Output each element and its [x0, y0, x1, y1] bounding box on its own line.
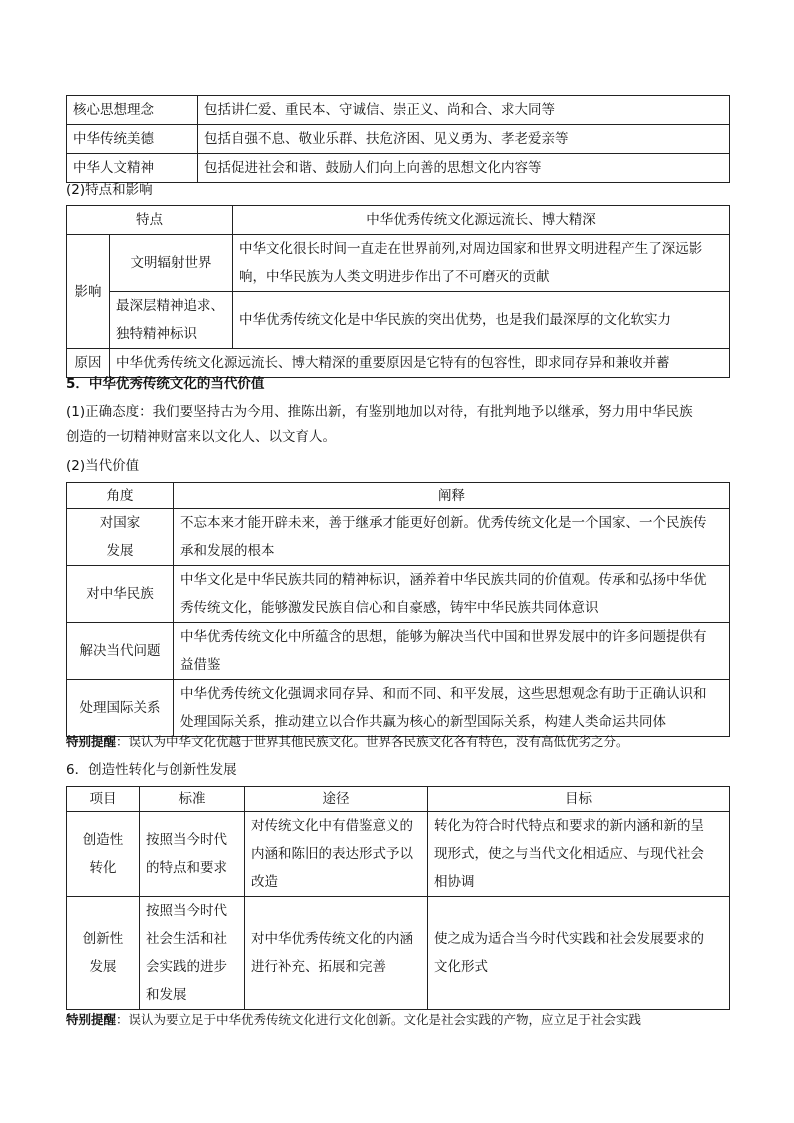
head-goal: 目标: [428, 787, 730, 812]
contemporary-value-table: [66, 482, 730, 737]
feature-label: 特点: [67, 206, 233, 235]
text-line: 秀传统文化，能够激发民族自信心和自豪感，铸牢中华民族共同体意识: [180, 600, 599, 616]
angle-text: [174, 623, 730, 680]
impact1-text: [233, 235, 730, 292]
note-line: [66, 1010, 641, 1030]
core-content-table: [66, 95, 730, 183]
text-line: 对国家: [99, 515, 141, 531]
text-line: 现形式，使之与当代文化相适应、与现代社会: [434, 846, 704, 862]
row-text: 包括促进社会和谐、鼓励人们向上向善的思想文化内容等: [198, 154, 730, 183]
text-line: 对中华优秀传统文化的内涵: [251, 931, 413, 947]
row-label: 中华人文精神: [67, 154, 198, 183]
text-line: 不忘本来才能开辟未来，善于继承才能更好创新。优秀传统文化是一个国家、一个民族传: [180, 515, 707, 531]
note-label: 特别提醒: [66, 734, 117, 749]
head-angle: 角度: [67, 483, 174, 509]
text-line: 独特精神标识: [116, 326, 197, 342]
section-heading: 6．创造性转化与创新性发展: [66, 762, 237, 778]
transformation-table: [66, 786, 730, 1010]
section-title: 5．中华优秀传统文化的当代价值: [66, 376, 265, 392]
text-line: 对传统文化中有借鉴意义的: [251, 818, 413, 834]
text-line: 创造性: [82, 832, 124, 848]
text-line: 创新性: [82, 931, 124, 947]
text-line: 中华优秀传统文化强调求同存异、和而不同、和平发展，这些思想观念有助于正确认识和: [180, 686, 707, 702]
angle-text: [174, 680, 730, 737]
goal-text: [428, 897, 730, 1010]
reason-text: 中华优秀传统文化源远流长、博大精深的重要原因是它特有的包容性，即求同存异和兼收并蓄: [110, 349, 730, 378]
text-line: 使之成为适合当今时代实践和社会发展要求的: [434, 931, 704, 947]
text-line: 转化为符合时代特点和要求的新内涵和新的呈: [434, 818, 704, 834]
impact-label: 影响: [67, 235, 110, 349]
angle-label: [67, 509, 174, 566]
item-label: [67, 812, 140, 897]
reason-label: 原因: [67, 349, 110, 378]
text-line: 文化形式: [434, 959, 488, 975]
section-heading: (2)特点和影响: [66, 182, 153, 198]
angle-label: 对中华民族: [67, 566, 174, 623]
text-line: 承和发展的根本: [180, 543, 275, 559]
table-row: [67, 680, 730, 737]
text-line: 和发展: [146, 987, 187, 1003]
table-row: [67, 125, 730, 154]
table-row: [67, 509, 730, 566]
features-impact-table: [66, 205, 730, 378]
text-line: 中华优秀传统文化中所蕴含的思想，能够为解决当代中国和世界发展中的许多问题提供有: [180, 629, 707, 645]
text-line: 中华文化很长时间一直走在世界前列,对周边国家和世界文明进程产生了深远影: [239, 241, 703, 257]
text-line: 处理国际关系，推动建立以合作共赢为核心的新型国际关系，构建人类命运共同体: [180, 714, 666, 730]
impact2-text: 中华优秀传统文化是中华民族的突出优势，也是我们最深厚的文化软实力: [233, 292, 730, 349]
table-row: [67, 812, 730, 897]
head-item: 项目: [67, 787, 140, 812]
text-line: 进行补充、拓展和完善: [251, 959, 386, 975]
table-row: [67, 787, 730, 812]
goal-text: [428, 812, 730, 897]
table-row: [67, 623, 730, 680]
angle-label: 解决当代问题: [67, 623, 174, 680]
text-line: 按照当今时代: [146, 903, 227, 919]
paragraph-line: 创造的一切精神财富来以文化人、以文育人。: [66, 429, 336, 445]
text-line: 响，中华民族为人类文明进步作出了不可磨灭的贡献: [239, 269, 550, 285]
path-text: [245, 812, 428, 897]
item-label: [67, 897, 140, 1010]
row-label: 核心思想理念: [67, 96, 198, 125]
note-text: ：误认为中华文化优越于世界其他民族文化。世界各民族文化各有特色，没有高低优劣之分。: [116, 734, 629, 749]
text-line: 改造: [251, 874, 278, 890]
table-row: [67, 483, 730, 509]
impact1-label: 文明辐射世界: [110, 235, 233, 292]
text-line: 发展: [89, 959, 117, 975]
section-heading: [66, 374, 264, 394]
standard-text: [140, 897, 245, 1010]
impact2-label: [110, 292, 233, 349]
row-text: 包括讲仁爱、重民本、守诚信、崇正义、尚和合、求大同等: [198, 96, 730, 125]
text-line: 内涵和陈旧的表达形式予以: [251, 846, 413, 862]
head-standard: 标准: [140, 787, 245, 812]
table-row: [67, 897, 730, 1010]
text-line: 按照当今时代: [146, 832, 227, 848]
section-heading: (2)当代价值: [66, 458, 140, 474]
table-row: [67, 206, 730, 235]
note-label: 特别提醒: [66, 1012, 117, 1027]
text-line: 最深层精神追求、: [116, 298, 224, 314]
text-line: 会实践的进步: [146, 959, 227, 975]
row-label: 中华传统美德: [67, 125, 198, 154]
table-row: [67, 154, 730, 183]
text-line: 益借鉴: [180, 657, 221, 673]
table-row: [67, 96, 730, 125]
text-line: 转化: [89, 860, 117, 876]
table-row: [67, 235, 730, 292]
angle-text: [174, 566, 730, 623]
row-text: 包括自强不息、敬业乐群、扶危济困、见义勇为、孝老爱亲等: [198, 125, 730, 154]
text-line: 发展: [106, 543, 134, 559]
angle-text: [174, 509, 730, 566]
standard-text: [140, 812, 245, 897]
note-line: [66, 732, 629, 752]
paragraph-line: (1)正确态度：我们要坚持古为今用、推陈出新，有鉴别地加以对待，有批判地予以继承，努力用中华民族: [66, 404, 693, 420]
head-path: 途径: [245, 787, 428, 812]
table-row: [67, 566, 730, 623]
text-line: 的特点和要求: [146, 860, 227, 876]
text-line: 相协调: [434, 874, 475, 890]
text-line: 社会生活和社: [146, 931, 227, 947]
table-row: [67, 292, 730, 349]
angle-label: 处理国际关系: [67, 680, 174, 737]
path-text: [245, 897, 428, 1010]
text-line: 中华文化是中华民族共同的精神标识，涵养着中华民族共同的价值观。传承和弘扬中华优: [180, 572, 707, 588]
feature-text: 中华优秀传统文化源远流长、博大精深: [233, 206, 730, 235]
note-text: ：误认为要立足于中华优秀传统文化进行文化创新。文化是社会实践的产物，应立足于社会实践: [116, 1012, 642, 1027]
head-explain: 阐释: [174, 483, 730, 509]
